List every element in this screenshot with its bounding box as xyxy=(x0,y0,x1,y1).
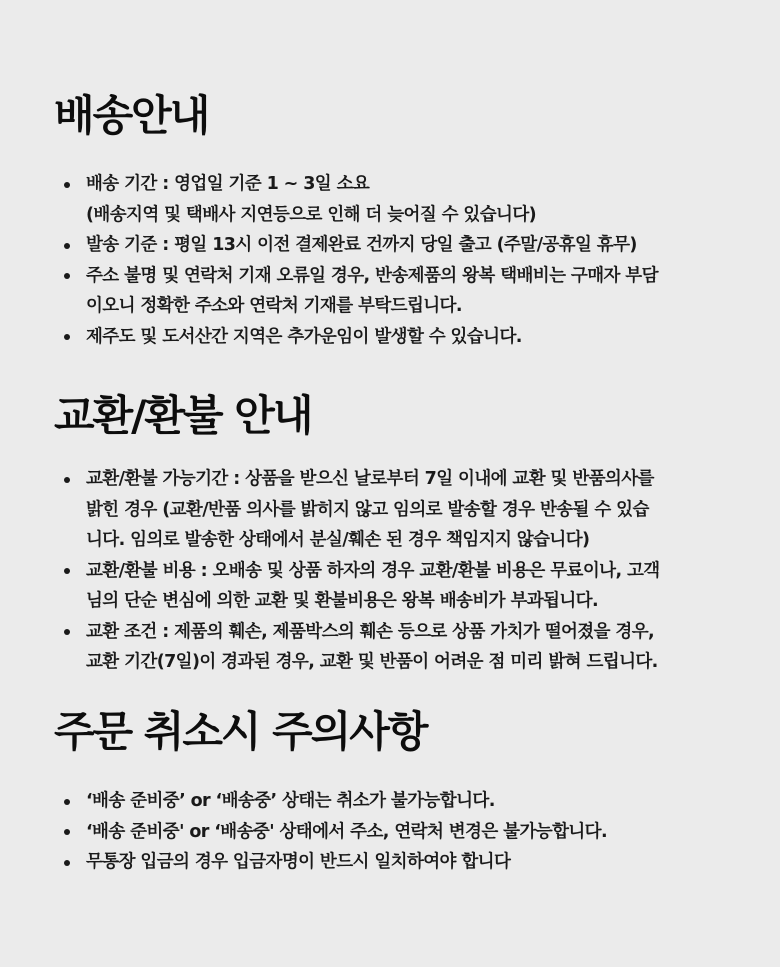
exchange-section xyxy=(54,390,740,678)
cancel-title: 주문 취소시 주의사항 xyxy=(54,707,427,756)
bullet-icon xyxy=(64,182,70,188)
list-item xyxy=(54,817,740,848)
list-item-line: 배송 기간 : 영업일 기준 1 ~ 3일 소요 xyxy=(86,174,370,194)
list-item-line: 님의 단순 변심에 의한 교환 및 환불비용은 왕복 배송비가 부과됩니다. xyxy=(86,591,599,611)
bullet-icon xyxy=(64,243,70,249)
list-item xyxy=(54,556,740,617)
list-item xyxy=(54,617,740,678)
list-item-line: 교환/환불 가능기간 : 상품을 받으신 날로부터 7일 이내에 교환 및 반품의사를 xyxy=(86,469,654,489)
exchange-title: 교환/환불 안내 xyxy=(54,391,312,440)
bullet-icon xyxy=(64,799,70,805)
cancel-list xyxy=(54,786,740,878)
exchange-list xyxy=(54,464,740,678)
list-item xyxy=(54,847,740,878)
list-item-line: ‘배송 준비중’ or ‘배송중’ 상태는 취소가 불가능합니다. xyxy=(86,791,495,811)
list-item-line: 니다. 임의로 발송한 상태에서 분실/훼손 된 경우 책임지지 않습니다) xyxy=(86,530,590,550)
bullet-icon xyxy=(64,829,70,835)
list-item-line: 교환/환불 비용 : 오배송 및 상품 하자의 경우 교환/환불 비용은 무료이나, 고객 xyxy=(86,560,660,581)
list-item xyxy=(54,261,740,322)
list-item xyxy=(54,322,740,353)
shipping-section xyxy=(54,90,740,352)
bullet-icon xyxy=(64,860,70,866)
list-item-line: 제주도 및 도서산간 지역은 추가운임이 발생할 수 있습니다. xyxy=(86,326,522,347)
list-item xyxy=(54,786,740,817)
list-item-line: (배송지역 및 택배사 지연등으로 인해 더 늦어질 수 있습니다) xyxy=(86,204,537,225)
shipping-title: 배송안내 xyxy=(54,91,209,140)
shipping-list xyxy=(54,169,740,352)
list-item-line: 주소 불명 및 연락처 기재 오류일 경우, 반송제품의 왕복 택배비는 구매자 부담 xyxy=(86,265,658,286)
list-item xyxy=(54,169,740,230)
bullet-icon xyxy=(64,477,70,483)
bullet-icon xyxy=(64,568,70,574)
list-item xyxy=(54,464,740,556)
list-item-line: 이오니 정확한 주소와 연락처 기재를 부탁드립니다. xyxy=(86,296,462,316)
bullet-icon xyxy=(64,629,70,635)
list-item xyxy=(54,230,740,261)
bullet-icon xyxy=(64,273,70,279)
list-item-line: ‘배송 준비중' or ‘배송중' 상태에서 주소, 연락처 변경은 불가능합니다. xyxy=(86,821,608,842)
bullet-icon xyxy=(64,334,70,340)
list-item-line: 발송 기준 : 평일 13시 이전 결제완료 건까지 당일 출고 (주말/공휴일 휴무) xyxy=(86,235,637,255)
list-item-line: 교환 조건 : 제품의 훼손, 제품박스의 훼손 등으로 상품 가치가 떨어졌을 경우, xyxy=(86,621,655,642)
list-item-line: 밝힌 경우 (교환/반품 의사를 밝히지 않고 임의로 발송할 경우 반송될 수 있습 xyxy=(86,499,649,520)
cancel-section xyxy=(54,706,740,878)
list-item-line: 무통장 입금의 경우 입금자명이 반드시 일치하여야 합니다 xyxy=(86,852,511,872)
list-item-line: 교환 기간(7일)이 경과된 경우, 교환 및 반품이 어려운 점 미리 밝혀 드립니다. xyxy=(86,652,658,672)
